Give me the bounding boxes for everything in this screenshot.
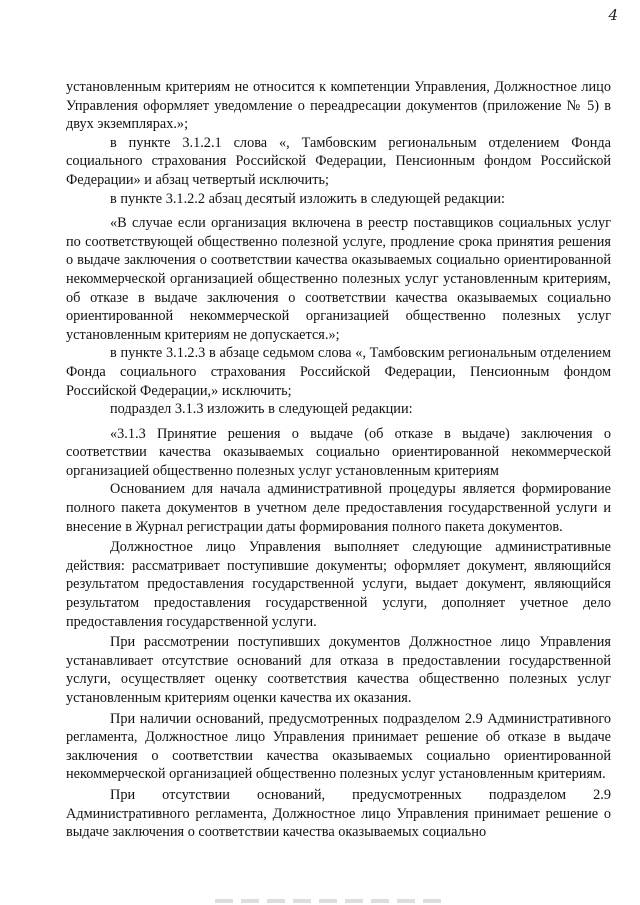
paragraph-continuation: установленным критериям не относится к компетенции Управления, Должностное лицо Управления оформляет уведомление о переадресации документов (приложение № 5) в двух экземплярах.»; (66, 79, 611, 133)
paragraph-actions: Должностное лицо Управления выполняет следующие административные действия: рассматривает поступившие документы; оформляет документ, являющийся результатом предоставления государственной услуги, выдает документ, являющийся результатом предоставления государственной услуги, дополняет учетное дело предоставления государственной услуги. (66, 539, 611, 630)
paragraph-item-3-1-2-3: в пункте 3.1.2.3 в абзаце седьмом слова «, Тамбовским региональным отделением Фонда социального страхования Российской Федерации, Пенсионным фондом Российской Федерации,» исключить; (66, 345, 611, 399)
document-body (66, 78, 611, 842)
paragraph-approval: При отсутствии оснований, предусмотренных подразделом 2.9 Административного регламента, Должностное лицо Управления принимает решение о выдаче заключения о соответствии качества оказываемых социально (66, 786, 611, 841)
scan-artifact (215, 899, 445, 903)
paragraph-heading-3-1-3: «3.1.3 Принятие решения о выдаче (об отказе в выдаче) заключения о соответствии качества оказываемых социально ориентированной некоммерческой организацией общественно полезных услуг установленным критериям (66, 425, 611, 479)
page-number: 4 (608, 6, 618, 24)
paragraph-review: При рассмотрении поступивших документов Должностное лицо Управления устанавливает отсутствие оснований для отказа в предоставлении государственной услуги, осуществляет оценку соответствия качества общественно полезных услуг установленным критериям оценки качества их оказания. (66, 634, 611, 706)
paragraph-basis: Основанием для начала административной процедуры является формирование полного пакета документов в учетном деле предоставления государственной услуги и внесение в Журнал регистрации даты формирования полного пакета документов. (66, 481, 611, 535)
paragraph-item-3-1-2-2: в пункте 3.1.2.2 абзац десятый изложить в следующей редакции: (110, 190, 505, 207)
paragraph-subsection-3-1-3: подраздел 3.1.3 изложить в следующей редакции: (110, 401, 413, 418)
paragraph-item-3-1-2-1: в пункте 3.1.2.1 слова «, Тамбовским региональным отделением Фонда социального страхования Российской Федерации, Пенсионным фондом Российской Федерации» и абзац четвертый исключить; (66, 134, 611, 188)
paragraph-quote-registry: «В случае если организация включена в реестр поставщиков социальных услуг по соответствующей общественно полезной услуге, продление срока принятия решения о выдаче заключения о соответствии качества оказываемых социально ориентированной некоммерческой организацией общественно полезных услуг установленным критериям, об отказе в выдаче заключения о соответствии качества оказываемых социально ориентированной некоммерческой организацией общественно полезных услуг установленным критериям не допускается.»; (66, 215, 611, 343)
paragraph-refusal: При наличии оснований, предусмотренных подразделом 2.9 Административного регламента, Должностное лицо Управления принимает решение об отказе в выдаче заключения о соответствии качества оказываемых социально ориентированной некоммерческой организацией общественно полезных услуг установленным критериям. (66, 710, 611, 783)
